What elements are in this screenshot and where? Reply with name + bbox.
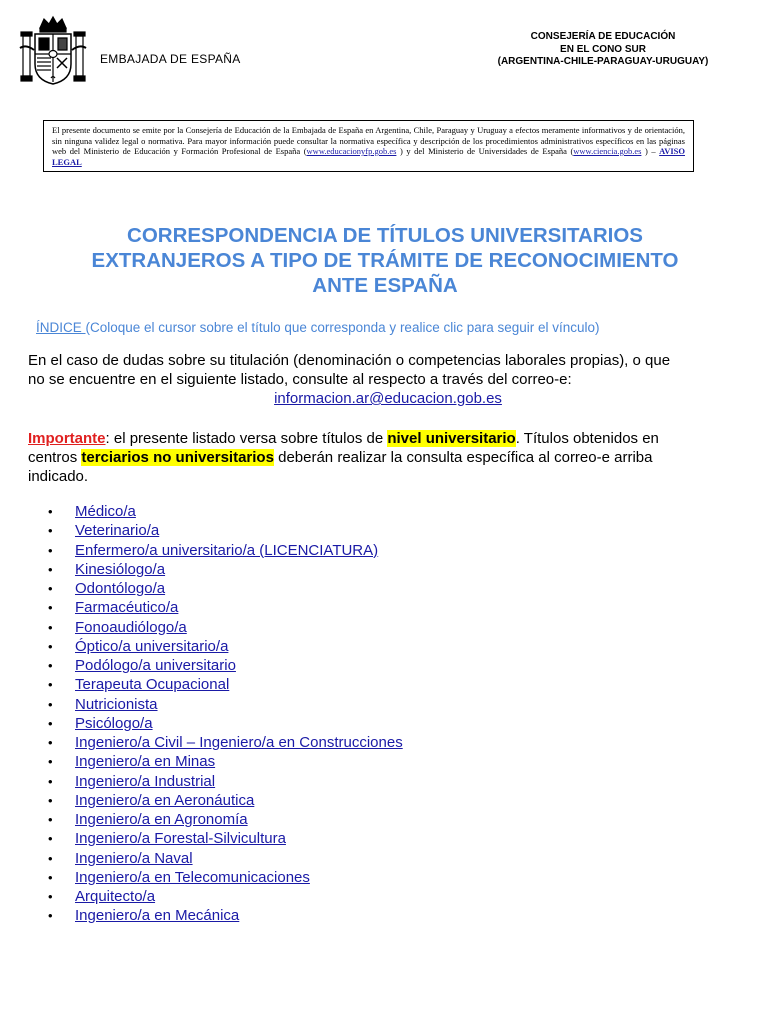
doubts-paragraph (28, 351, 748, 408)
title-link[interactable]: Arquitecto/a (75, 888, 156, 905)
list-item (48, 502, 403, 521)
important-label: Importante (28, 430, 106, 447)
list-item (48, 675, 403, 694)
page-title (40, 223, 730, 298)
title-link[interactable]: Ingeniero/a Civil – Ingeniero/a en Construcciones (75, 734, 403, 751)
doubts-line: En el caso de dudas sobre su titulación (denominación o competencias laborales propias), o que (28, 352, 671, 369)
list-item (48, 560, 403, 579)
list-item (48, 733, 403, 752)
title-link[interactable]: Ingeniero/a en Mecánica (75, 907, 240, 925)
doubts-line: no se encuentre en el siguiente listado, consulte al respecto a través del correo-e: (28, 371, 572, 388)
bullet-icon: • (48, 831, 53, 847)
bullet-icon: • (48, 561, 53, 577)
title-line: EXTRANJEROS A TIPO DE TRÁMITE DE RECONOCIMIENTO (91, 249, 679, 272)
title-link[interactable]: Ingeniero/a Naval (75, 849, 193, 867)
aviso-legal-link[interactable]: AVISO LEGAL (52, 146, 685, 167)
list-item (48, 868, 403, 887)
ciencia-link[interactable]: www.ciencia.gob.es (573, 146, 642, 156)
bullet-icon: • (48, 658, 53, 673)
title-link[interactable]: Fonoaudiólogo/a (75, 618, 187, 636)
consejeria-header (470, 31, 736, 69)
coat-of-arms-logo (18, 14, 88, 88)
bullet-icon: • (48, 619, 53, 635)
title-link[interactable]: Terapeuta Ocupacional (75, 676, 230, 694)
list-item (48, 810, 403, 829)
title-link[interactable]: Ingeniero/a en Aeronáutica (75, 791, 255, 809)
contact-email-link[interactable]: informacion.ar@educacion.gob.es (274, 390, 502, 407)
important-paragraph: Importante: el presente listado versa sobre títulos de nivel universitario. Títulos obtenidos en centros terciarios no universitarios deberán realizar la consulta específica al correo-e arriba indicado. (28, 430, 659, 485)
list-item (48, 849, 403, 868)
disclaimer-box (43, 120, 694, 172)
disclaimer-text: ) y del Ministerio de Universidades de España ( (396, 146, 574, 156)
list-item (48, 791, 403, 810)
title-link[interactable]: Ingeniero/a Industrial (75, 772, 216, 790)
bullet-icon: • (48, 542, 53, 558)
embassy-name: EMBAJADA DE ESPAÑA (100, 52, 241, 66)
list-item (48, 887, 403, 906)
consejeria-line: (ARGENTINA-CHILE-PARAGUAY-URUGUAY) (497, 56, 709, 67)
disclaimer-text: El presente documento se emite por la Consejería de Educación de la Embajada de España en Argentina, Chile, Paraguay y Uruguay a efectos meramente informativos y de orientación, sin ninguna validez legal o normativa. Para mayor información puede consultar la normativa específica y descripción de los procedimientos administrativos específicos en las páginas web del Ministerio de Educación y Formación Profesional de España ( (52, 125, 685, 156)
title-link[interactable]: Podólogo/a universitario (75, 657, 236, 674)
educacionyfp-link[interactable]: www.educacionyfp.gob.es (306, 146, 397, 156)
titles-list (48, 502, 403, 926)
list-item (48, 714, 403, 733)
list-item (48, 906, 403, 925)
title-link[interactable]: Veterinario/a (75, 522, 160, 540)
title-line: ANTE ESPAÑA (312, 274, 458, 297)
title-link[interactable]: Kinesiólogo/a (75, 560, 166, 578)
list-item (48, 772, 403, 791)
list-item (48, 521, 403, 540)
bullet-icon: • (48, 504, 53, 519)
bullet-icon: • (48, 581, 53, 596)
bullet-icon: • (48, 696, 53, 712)
title-link[interactable]: Ingeniero/a en Agronomía (75, 811, 248, 828)
list-item (48, 541, 403, 560)
bullet-icon: • (48, 677, 53, 693)
title-link[interactable]: Óptico/a universitario/a (75, 637, 229, 655)
disclaimer-text: ) – (641, 146, 660, 156)
bullet-icon: • (48, 715, 53, 731)
consejeria-line: CONSEJERÍA DE EDUCACIÓN (530, 31, 676, 42)
bullet-icon: • (48, 523, 53, 539)
bullet-icon: • (48, 600, 53, 616)
bullet-icon: • (48, 792, 53, 808)
highlight-tertiary: terciarios no universitarios (81, 449, 274, 466)
bullet-icon: • (48, 869, 53, 885)
title-link[interactable]: Psicólogo/a (75, 714, 153, 732)
bullet-icon: • (48, 754, 53, 770)
bullet-icon: • (48, 773, 53, 789)
list-item (48, 752, 403, 771)
bullet-icon: • (48, 889, 53, 904)
index-link[interactable]: ÍNDICE (36, 320, 86, 335)
title-link[interactable]: Médico/a (75, 503, 136, 520)
title-link[interactable]: Ingeniero/a Forestal-Silvicultura (75, 830, 286, 848)
title-link[interactable]: Nutricionista (75, 695, 158, 713)
bullet-icon: • (48, 812, 53, 827)
title-link[interactable]: Enfermero/a universitario/a (LICENCIATURA) (75, 541, 379, 559)
list-item (48, 695, 403, 714)
list-item (48, 829, 403, 848)
title-link[interactable]: Odontólogo/a (75, 580, 166, 597)
index-hint (36, 320, 600, 335)
title-link[interactable]: Ingeniero/a en Telecomunicaciones (75, 868, 310, 886)
email-line (28, 389, 748, 408)
bullet-icon: • (48, 908, 53, 924)
list-item (48, 656, 403, 675)
consejeria-line: EN EL CONO SUR (560, 43, 646, 55)
highlight-university: nivel universitario (387, 430, 516, 447)
index-note: (Coloque el cursor sobre el título que corresponda y realice clic para seguir el vínculo) (85, 320, 600, 335)
list-item (48, 598, 403, 617)
list-item (48, 637, 403, 656)
bullet-icon: • (48, 735, 53, 750)
list-item (48, 618, 403, 637)
title-link[interactable]: Farmacéutico/a (75, 599, 179, 617)
list-item (48, 579, 403, 598)
title-link[interactable]: Ingeniero/a en Minas (75, 753, 216, 771)
bullet-icon: • (48, 638, 53, 654)
bullet-icon: • (48, 850, 53, 866)
title-line: CORRESPONDENCIA DE TÍTULOS UNIVERSITARIOS (127, 224, 643, 247)
